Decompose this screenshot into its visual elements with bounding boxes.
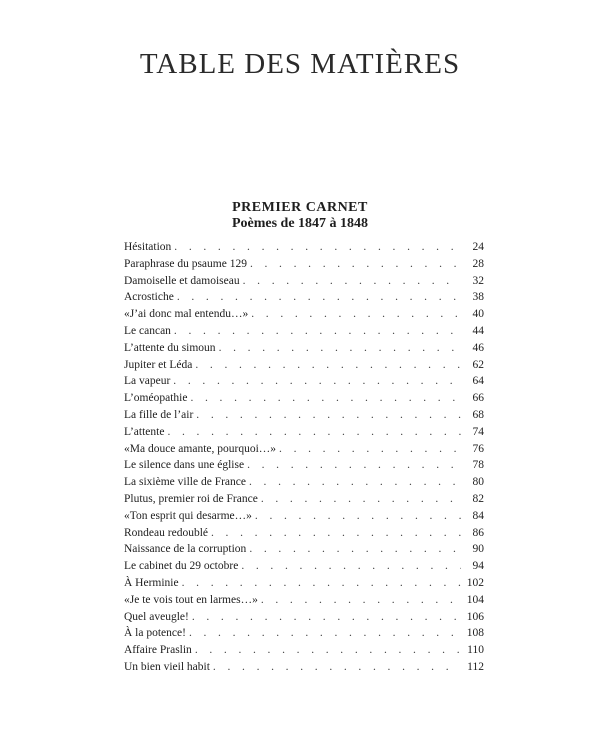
toc-entry-page: 94 xyxy=(472,560,484,573)
toc-entry[interactable] xyxy=(124,357,484,374)
dot-leader xyxy=(182,575,461,592)
toc-entry-title: À Herminie xyxy=(124,576,179,589)
dot-leader xyxy=(167,424,461,441)
toc-entry-title: À la potence! xyxy=(124,627,186,640)
toc-entry-title: Un bien vieil habit xyxy=(124,660,210,673)
toc-entry-page: 82 xyxy=(472,492,484,505)
toc-entry-title: «J’ai donc mal entendu…» xyxy=(124,308,249,321)
toc-entry-title: Le cancan xyxy=(124,324,171,337)
toc-entry-page: 112 xyxy=(467,660,484,673)
page-title: TABLE DES MATIÈRES xyxy=(139,48,461,80)
toc-entry-title: La vapeur xyxy=(124,375,171,388)
toc-entry[interactable] xyxy=(124,390,484,407)
toc-entry-title: Jupiter et Léda xyxy=(124,358,193,371)
toc-entry-page: 64 xyxy=(472,375,484,388)
toc-entry-title: «Je te vois tout en larmes…» xyxy=(124,593,258,606)
toc-entry-page: 76 xyxy=(472,442,484,455)
dot-leader xyxy=(173,373,461,390)
toc-entry-page: 108 xyxy=(466,627,484,640)
dot-leader xyxy=(249,541,461,558)
toc-entry[interactable] xyxy=(124,525,484,542)
toc-entry[interactable] xyxy=(124,441,484,458)
dot-leader xyxy=(279,441,461,458)
toc-entry-title: L’attente xyxy=(124,425,165,438)
toc-entry-title: La fille de l’air xyxy=(124,408,194,421)
toc-entry[interactable] xyxy=(124,508,484,525)
toc-entry-title: Naissance de la corruption xyxy=(124,543,247,556)
toc-entry-title: Le cabinet du 29 octobre xyxy=(124,560,239,573)
section-subheading: Poèmes de 1847 à 1848 xyxy=(231,216,369,231)
dot-leader xyxy=(241,558,461,575)
dot-leader xyxy=(190,390,461,407)
dot-leader xyxy=(195,357,461,374)
toc-entry-page: 32 xyxy=(472,274,484,287)
dot-leader xyxy=(261,491,461,508)
toc-entry-page: 104 xyxy=(466,593,484,606)
toc-entry[interactable] xyxy=(124,407,484,424)
dot-leader xyxy=(192,609,461,626)
dot-leader xyxy=(213,659,461,676)
toc-entry[interactable] xyxy=(124,273,484,290)
toc-entry-title: L’attente du simoun xyxy=(124,341,216,354)
toc-entry[interactable] xyxy=(124,558,484,575)
toc-entry[interactable] xyxy=(124,256,484,273)
toc-entry-page: 66 xyxy=(472,392,484,405)
section-heading: PREMIER CARNET xyxy=(232,200,368,215)
toc-entry[interactable] xyxy=(124,457,484,474)
dot-leader xyxy=(219,340,461,357)
toc-entry-page: 74 xyxy=(472,425,484,438)
toc-entry[interactable] xyxy=(124,491,484,508)
toc-entry-title: Quel aveugle! xyxy=(124,610,189,623)
dot-leader xyxy=(249,474,461,491)
dot-leader xyxy=(250,256,461,273)
dot-leader xyxy=(195,642,461,659)
toc-entry[interactable] xyxy=(124,340,484,357)
toc-entry[interactable] xyxy=(124,323,484,340)
toc-entry-title: Hésitation xyxy=(124,241,172,253)
toc-entry[interactable] xyxy=(124,373,484,390)
toc-entry[interactable] xyxy=(124,625,484,642)
dot-leader xyxy=(247,457,461,474)
toc-entry-page: 24 xyxy=(472,241,484,253)
toc-entry-page: 80 xyxy=(472,476,484,489)
toc-entry-page: 46 xyxy=(472,341,484,354)
toc-entry-page: 86 xyxy=(472,526,484,539)
toc-entry[interactable] xyxy=(124,541,484,558)
toc-entry-page: 102 xyxy=(466,576,484,589)
toc-entry-page: 90 xyxy=(472,543,484,556)
toc-entry-title: «Ton esprit qui desarme…» xyxy=(124,509,252,522)
table-of-contents xyxy=(124,239,484,676)
toc-entry-title: «Ma douce amante, pourquoi…» xyxy=(124,442,277,455)
toc-entry-page: 106 xyxy=(466,610,484,623)
toc-entry[interactable] xyxy=(124,642,484,659)
toc-entry-title: Le silence dans une église xyxy=(124,459,245,472)
toc-entry-title: Acrostiche xyxy=(124,291,174,304)
dot-leader xyxy=(211,525,461,542)
toc-entry-page: 84 xyxy=(472,509,484,522)
toc-entry-page: 78 xyxy=(472,459,484,472)
dot-leader xyxy=(189,625,461,642)
toc-entry[interactable] xyxy=(124,474,484,491)
toc-entry-title: Plutus, premier roi de France xyxy=(124,492,258,505)
dot-leader xyxy=(251,306,461,323)
dot-leader xyxy=(177,289,461,306)
toc-entry-title: Paraphrase du psaume 129 xyxy=(124,257,247,270)
toc-entry-title: L’oméopathie xyxy=(124,392,188,405)
toc-entry[interactable] xyxy=(124,575,484,592)
toc-entry[interactable] xyxy=(124,609,484,626)
dot-leader xyxy=(174,239,461,256)
dot-leader xyxy=(243,273,461,290)
toc-entry[interactable] xyxy=(124,592,484,609)
dot-leader xyxy=(261,592,461,609)
toc-entry-page: 28 xyxy=(472,257,484,270)
toc-entry-page: 40 xyxy=(472,308,484,321)
toc-entry[interactable] xyxy=(124,659,484,676)
dot-leader xyxy=(255,508,461,525)
toc-entry[interactable] xyxy=(124,289,484,306)
toc-entry-title: Rondeau redoublé xyxy=(124,526,208,539)
toc-entry[interactable] xyxy=(124,424,484,441)
toc-entry-page: 110 xyxy=(467,644,484,657)
toc-entry-page: 44 xyxy=(472,324,484,337)
toc-entry-page: 68 xyxy=(472,408,484,421)
toc-entry-title: Damoiselle et damoiseau xyxy=(124,274,240,287)
toc-entry-page: 38 xyxy=(472,291,484,304)
toc-entry[interactable] xyxy=(124,306,484,323)
toc-entry-page: 62 xyxy=(472,358,484,371)
toc-entry-title: Affaire Praslin xyxy=(124,644,192,657)
dot-leader xyxy=(174,323,461,340)
toc-entry-title: La sixième ville de France xyxy=(124,476,246,489)
dot-leader xyxy=(196,407,461,424)
toc-entry[interactable] xyxy=(124,239,484,256)
